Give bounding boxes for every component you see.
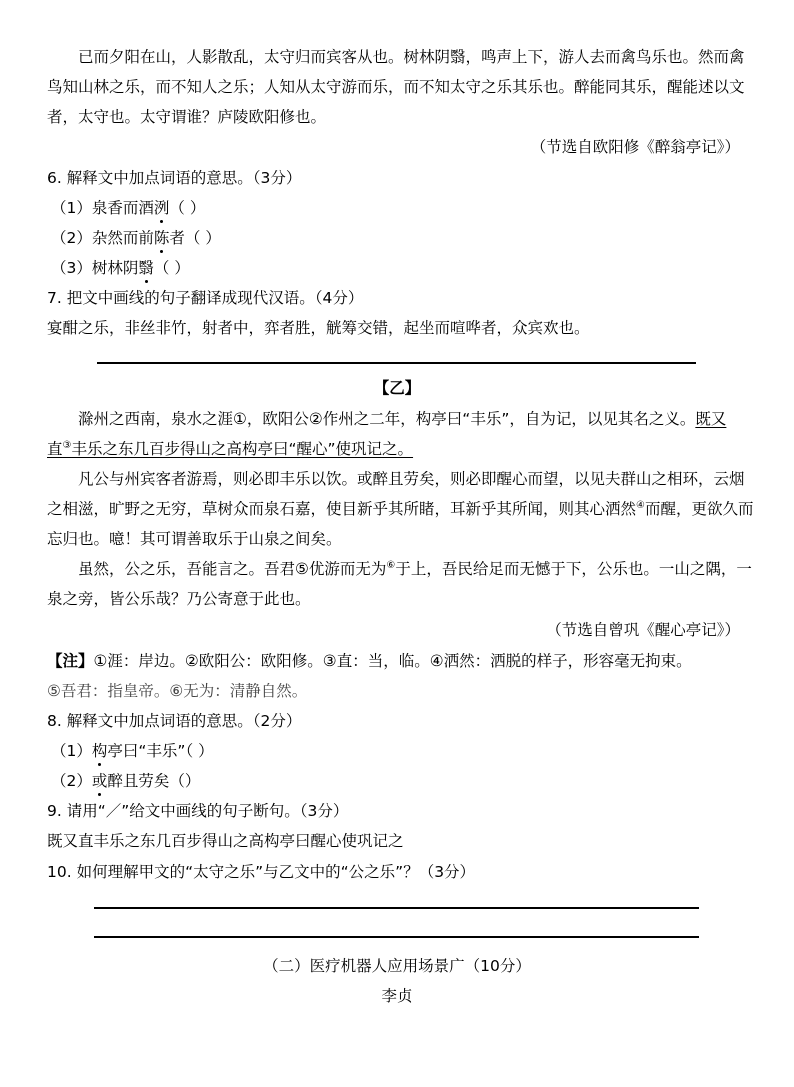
yi-text: 于上，吾民给足而无憾于下，公乐也。一山之隅，一 [395, 560, 752, 578]
q9-title: 9. 请用“／”给文中画线的句子断句。（3分） [47, 802, 349, 820]
yi-underlined-sentence [47, 440, 413, 458]
yi-paragraph-line [47, 499, 754, 519]
q7-title: 7. 把文中画线的句子翻译成现代汉语。（4分） [47, 289, 364, 307]
footnote-marker: ④ [636, 499, 645, 511]
q6-item-text: （2）杂然而前 [51, 229, 154, 247]
q9-sentence: 既又直丰乐之东几百步得山之高构亭曰醒心使巩记之 [47, 832, 404, 850]
q7-sentence: 宴酣之乐，非丝非竹，射者中，弈者胜，觥筹交错，起坐而喧哗者，众宾欢也。 [47, 319, 590, 337]
footnote-marker: ③ [62, 439, 72, 451]
q8-dotted-word: 构 [91, 742, 108, 760]
answer-line [94, 907, 699, 909]
jia-paragraph-line: 已而夕阳在山，人影散乱，太守归而宾客从也。树林阴翳，鸣声上下，游人去而禽鸟乐也。然而禽 [78, 48, 745, 66]
yi-paragraph-line [78, 559, 752, 579]
q6-item [51, 228, 221, 248]
divider-rule [97, 362, 696, 364]
q8-title: 8. 解释文中加点词语的意思。（2分） [47, 712, 302, 730]
q6-dotted-word: 陈 [153, 229, 170, 247]
section2-title: （二）医疗机器人应用场景广（10分） [263, 957, 531, 975]
q6-item-text: （1）泉香而酒 [51, 199, 154, 217]
yi-text: 直 [47, 440, 63, 458]
yi-text: 虽然，公之乐，吾能言之。吾君⑤优游而无为 [78, 560, 387, 578]
jia-paragraph-line: 鸟知山林之乐，而不知人之乐；人知从太守游而乐，而不知太守之乐其乐也。醉能同其乐，醒能述以文 [47, 78, 745, 96]
q6-item-blank: （ ） [153, 259, 190, 277]
q6-item-blank: 者（ ） [169, 229, 221, 247]
notes-line: ⑤吾君：指皇帝。⑥无为：清静自然。 [47, 682, 308, 700]
yi-paragraph-line: 忘归也。噫！其可谓善取乐于山泉之间矣。 [47, 530, 342, 548]
q8-item-text: 亭曰“丰乐”（ ） [107, 742, 214, 760]
q10-title: 10. 如何理解甲文的“太守之乐”与乙文中的“公之乐”？（3分） [47, 863, 476, 881]
q6-item [51, 198, 205, 218]
yi-text: 之相滋，旷野之无穷，草树众而泉石嘉，使目新乎其所睹，耳新乎其所闻，则其心洒然 [47, 500, 637, 518]
q8-item [51, 741, 214, 761]
q8-item [51, 771, 200, 791]
notes-text: ①涯：岸边。②欧阳公：欧阳修。③直：当，临。④洒然：洒脱的样子，形容毫无拘束。 [93, 652, 692, 670]
q6-title: 6. 解释文中加点词语的意思。（3分） [47, 169, 302, 187]
footnote-marker: ⑥ [386, 559, 396, 571]
q6-dotted-word: 洌 [153, 199, 170, 217]
yi-text: 而醒，更欲久而 [644, 500, 754, 518]
jia-paragraph-line: 者，太守也。太守谓谁？庐陵欧阳修也。 [47, 108, 327, 126]
q8-dotted-word: 或 [91, 772, 108, 790]
q6-item-text: （3）树林阴 [51, 259, 139, 277]
answer-line [94, 936, 699, 938]
q8-item-text: （2） [51, 772, 92, 790]
notes-label: 【注】 [47, 652, 94, 670]
yi-paragraph-line [78, 409, 726, 429]
notes-line [47, 651, 692, 671]
yi-text: 滁州之西南，泉水之涯①，欧阳公②作州之二年，构亭曰“丰乐”，自为记，以见其名之义。 [78, 410, 696, 428]
yi-paragraph-line: 凡公与州宾客者游焉，则必即丰乐以饮。或醉且劳矣，则必即醒心而望，以见夫群山之相环，云烟 [78, 470, 745, 488]
yi-header: 【乙】 [373, 379, 421, 397]
yi-underlined-sentence: 既又 [695, 410, 727, 428]
yi-text: 丰乐之东几百步得山之高构亭曰“醒心”使巩记之。 [71, 440, 414, 458]
q6-item [51, 258, 190, 278]
q6-item-blank: （ ） [169, 199, 206, 217]
yi-paragraph-line: 泉之旁，皆公乐哉？乃公寄意于此也。 [47, 590, 311, 608]
q8-item-text: 醉且劳矣（） [107, 772, 201, 790]
q6-dotted-word: 翳 [138, 259, 154, 277]
section2-author: 李贞 [381, 987, 413, 1005]
yi-paragraph-line [47, 439, 413, 459]
yi-source: （节选自曾巩《醒心亭记》） [546, 621, 740, 639]
q8-item-text: （1） [51, 742, 92, 760]
jia-source: （节选自欧阳修《醉翁亭记》） [530, 138, 740, 156]
